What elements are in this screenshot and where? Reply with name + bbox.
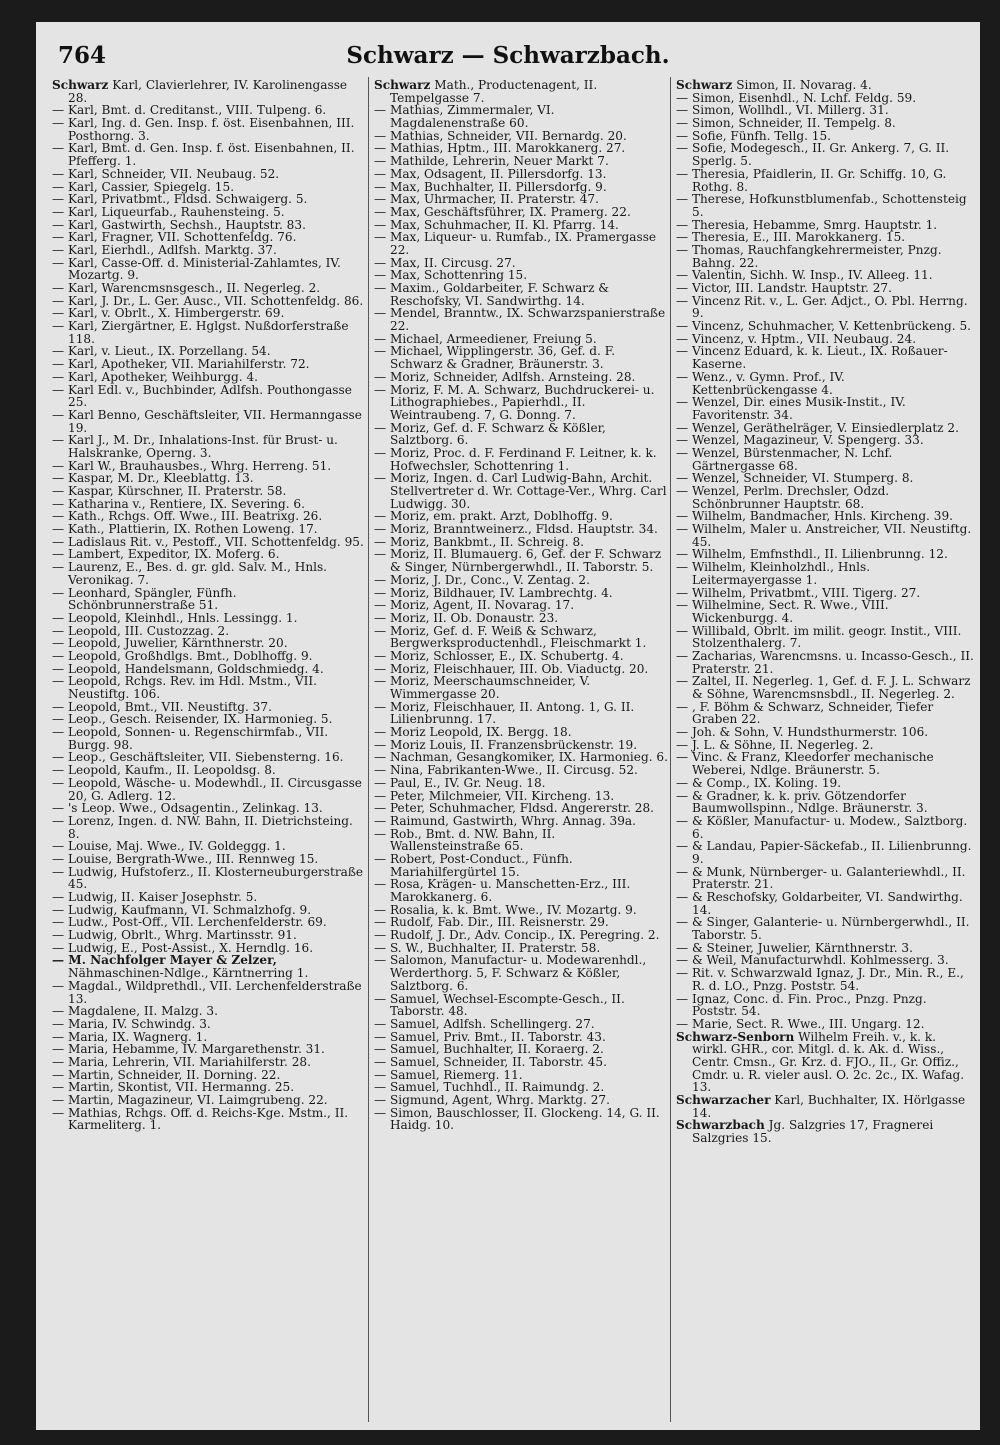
directory-entry	[374, 878, 668, 903]
entry-text: — & Landau, Papier-Säckefab., II. Lilienbrunng. 9.	[676, 839, 972, 866]
entry-text: — & Comp., IX. Koling. 19.	[676, 775, 842, 790]
entry-text: — Karl, Ing. d. Gen. Insp. f. öst. Eisenbahnen, III. Posthorng. 3.	[52, 116, 355, 143]
directory-entry	[374, 231, 668, 256]
entry-text: Nähmaschinen-Ndlge., Kärntnerring 1.	[68, 966, 309, 981]
entry-text: — Martin, Schneider, II. Dorning. 22.	[52, 1067, 281, 1082]
entry-surname: Schwarz	[52, 79, 109, 92]
entry-text: — Leonhard, Spängler, Fünfh. Schönbrunnerstraße 51.	[52, 585, 237, 613]
entry-surname: Schwarz	[374, 79, 431, 92]
entry-text: — , F. Böhm & Schwarz, Schneider, Tiefer Graben 22.	[676, 699, 934, 727]
entry-text: — Nachman, Gesangkomiker, IX. Harmonieg. 6.	[374, 750, 668, 765]
entry-text: — Vincenz, v. Hptm., VII. Neubaug. 24.	[676, 331, 917, 346]
entry-text: — Leopold, Rchgs. Rev. im Hdl. Mstm., VII. Neustiftg. 106.	[52, 674, 317, 701]
entry-text: — Moriz, em. prakt. Arzt, Doblhoffg. 9.	[374, 509, 613, 524]
directory-entry	[676, 168, 974, 193]
entry-text: — Sofie, Fünfh. Tellg. 15.	[676, 128, 832, 143]
entry-text: — Zaltel, II. Negerleg. 1, Gef. d. F. J. L. Schwarz & Söhne, Warencmsnsbdl., II. Negerleg. 2.	[676, 674, 971, 701]
entry-text: — Karl, Liqueurfab., Rauhensteing. 5.	[52, 204, 285, 219]
entry-text: — Leopold, Großhdlgs. Bmt., Doblhoffg. 9.	[52, 648, 313, 663]
directory-entry	[374, 345, 668, 370]
entry-text: — Martin, Skontist, VII. Hermanng. 25.	[52, 1080, 295, 1095]
entry-text: — Vincenz Rit. v., L. Ger. Adjct., O. Pbl. Herrng. 9.	[676, 293, 968, 321]
entry-text: — Magdalene, II. Malzg. 3.	[52, 1004, 218, 1019]
entry-text: — Karl, Apotheker, VII. Mariahilferstr. 72.	[52, 357, 310, 372]
directory-entry	[52, 434, 366, 459]
entry-text: — Karl, J. Dr., L. Ger. Ausc., VII. Schottenfeldg. 86.	[52, 293, 364, 308]
entry-text: — Maxim., Goldarbeiter, F. Schwarz & Reschofsky, VI. Sandwirthg. 14.	[374, 281, 610, 308]
entry-text: — Wenzel, Bürstenmacher, N. Lchf. Gärtnergasse 68.	[676, 445, 893, 473]
entry-text: — Samuel, Adlfsh. Schellingerg. 27.	[374, 1016, 595, 1031]
entry-text: — Moriz, Schlosser, E., IX. Schubertg. 4.	[374, 648, 624, 663]
entry-text: — Victor, III. Landstr. Hauptstr. 27.	[676, 281, 892, 295]
entry-text: — Karl, Bmt. d. Creditanst., VIII. Tulpeng. 6.	[52, 103, 327, 118]
entry-text: — Marie, Sect. R. Wwe., III. Ungarg. 12.	[676, 1016, 925, 1031]
directory-entry	[676, 295, 974, 320]
directory-entry	[676, 193, 974, 218]
entry-text: — Moriz Louis, II. Franzensbrückenstr. 19.	[374, 737, 638, 752]
entry-text: — Wilhelm, Kleinholzhdl., Hnls. Leitermayergasse 1.	[676, 560, 871, 587]
entry-text: — Kath., Plattierin, IX. Rothen Loweng. 17.	[52, 522, 318, 537]
entry-text: — Karl, Ziergärtner, E. Hglgst. Nußdorferstraße 118.	[52, 319, 349, 346]
directory-entry	[52, 866, 366, 891]
directory-entry	[676, 815, 974, 840]
entry-text: — Moriz, II. Ob. Donaustr. 23.	[374, 610, 559, 625]
page-number: 764	[58, 42, 107, 69]
entry-text: — Wilhelm, Maler u. Anstreicher, VII. Neustiftg. 45.	[676, 522, 972, 549]
directory-entry	[52, 257, 366, 282]
directory-entry	[52, 815, 366, 840]
entry-text: — Wenzel, Magazineur, V. Spengerg. 33.	[676, 433, 924, 448]
entry-text: — Louise, Bergrath-Wwe., III. Rennweg 15.	[52, 851, 319, 866]
entry-text: — Moriz, Bankbmt., II. Schreig. 8.	[374, 534, 584, 549]
entry-text: — Willibald, Obrlt. im milit. geogr. Instit., VIII. Stolzenthalerg. 7.	[676, 623, 962, 651]
directory-column-2	[374, 79, 668, 1419]
entry-text: — Maria, Lehrerin, VII. Mariahilferstr. 28.	[52, 1054, 311, 1069]
entry-text: — Wenzel, Geräthelräger, V. Einsiedlerplatz 2.	[676, 420, 959, 435]
directory-entry	[374, 548, 668, 573]
directory-entry	[676, 993, 974, 1018]
entry-text: — Ignaz, Conc. d. Fin. Proc., Pnzg. Pnzg. Poststr. 54.	[676, 991, 927, 1019]
entry-text: — & Singer, Galanterie- u. Nürnbergerwhdl., II. Taborstr. 5.	[676, 915, 970, 943]
entry-text: — Moriz, Schneider, Adlfsh. Arnsteing. 28.	[374, 369, 636, 384]
directory-entry	[676, 916, 974, 941]
entry-text: — Max, Odsagent, II. Pillersdorfg. 13.	[374, 166, 607, 181]
entry-text: — Karl Edl. v., Buchbinder, Adlfsh. Pouthongasse 25.	[52, 382, 352, 410]
entry-text: — Wenzel, Schneider, VI. Stumperg. 8.	[676, 471, 914, 486]
entry-text: — Maria, IV. Schwindg. 3.	[52, 1016, 211, 1031]
entry-text: — Wilhelm, Privatbmt., VIII. Tigerg. 27.	[676, 585, 921, 600]
entry-text: — Katharina v., Rentiere, IX. Severing. 6.	[52, 496, 305, 511]
entry-text: — Wilhelm, Emfnsthdl., II. Lilienbrunng. 12.	[676, 547, 948, 562]
entry-text: — Moriz, F. M. A. Schwarz, Buchdruckerei- u. Lithographiebes., Papierhdl., II. Weintraubeng. 7, G. Donng. 7.	[374, 382, 655, 422]
entry-text: — Max, Schottenring 15.	[374, 268, 528, 283]
directory-entry	[676, 967, 974, 992]
entry-text: — Peter, Schuhmacher, Fldsd. Angererstr. 28.	[374, 801, 655, 816]
directory-entry	[374, 307, 668, 332]
entry-text: — Peter, Milchmeier, VII. Kircheng. 13.	[374, 788, 615, 803]
entry-text: — Moriz, Agent, II. Novarag. 17.	[374, 598, 575, 613]
entry-text: — Rosa, Krägen- u. Manschetten-Erz., III. Marokkanerg. 6.	[374, 877, 631, 904]
directory-entry	[676, 345, 974, 370]
entry-text: — Simon, Bauschlosser, II. Glockeng. 14, G. II. Haidg. 10.	[374, 1105, 660, 1133]
entry-text: — Mendel, Branntw., IX. Schwarzspanierstraße 22.	[374, 306, 666, 334]
entry-text: Math., Productenagent, II. Tempelgasse 7.	[390, 79, 598, 105]
entry-text: — Kaspar, Kürschner, II. Praterstr. 58.	[52, 484, 287, 498]
directory-entry	[676, 840, 974, 865]
directory-entry	[676, 561, 974, 586]
entry-text: — Sofie, Modegesch., II. Gr. Ankerg. 7, G. II. Sperlg. 5.	[676, 141, 950, 169]
entry-text: — Zacharias, Warencmsns. u. Incasso-Gesch., II. Praterstr. 21.	[676, 648, 974, 676]
entry-text: — Leop., Gesch. Reisender, IX. Harmonieg. 5.	[52, 712, 333, 727]
directory-entry	[676, 523, 974, 548]
directory-entry	[374, 104, 668, 129]
directory-entry	[374, 79, 668, 104]
entry-text: — & Kößler, Manufactur- u. Modew., Salztborg. 6.	[676, 813, 968, 841]
directory-entry	[676, 371, 974, 396]
directory-entry	[52, 954, 366, 979]
entry-text: — Moriz, Meerschaumschneider, V. Wimmergasse 20.	[374, 674, 591, 701]
entry-text: — Samuel, Wechsel-Escompte-Gesch., II. Taborstr. 48.	[374, 991, 625, 1019]
directory-entry	[676, 751, 974, 776]
entry-text: — Max, Schuhmacher, II. Kl. Pfarrg. 14.	[374, 217, 619, 232]
entry-surname: Schwarzbach	[676, 1118, 765, 1133]
entry-text: — Wenzel, Perlm. Drechsler, Odzd. Schönbrunner Hauptstr. 68.	[676, 484, 890, 511]
entry-text: — Karl, Cassier, Spiegelg. 15.	[52, 179, 235, 194]
entry-text: — Leopold, III. Custozzag. 2.	[52, 623, 230, 638]
directory-entry	[374, 384, 668, 422]
entry-text: — Karl, v. Lieut., IX. Porzellang. 54.	[52, 344, 271, 359]
directory-entry	[676, 650, 974, 675]
entry-text: — Rit. v. Schwarzwald Ignaz, J. Dr., Min. R., E., R. d. LO., Pnzg. Poststr. 54.	[676, 966, 964, 993]
entry-text: — Kaspar, M. Dr., Kleeblattg. 13.	[52, 471, 254, 486]
directory-entry	[52, 142, 366, 167]
entry-surname: — M. Nachfolger Mayer & Zelzer,	[52, 953, 277, 968]
directory-entry	[676, 790, 974, 815]
entry-text: — Moriz, Gef. d. F. Weiß & Schwarz, Bergwerksproductenhdl., Fleischmarkt 1.	[374, 623, 647, 651]
entry-text: — Martin, Magazineur, VI. Laimgrubeng. 22.	[52, 1093, 328, 1107]
entry-text: — Mathias, Schneider, VII. Bernardg. 20.	[374, 128, 627, 143]
entry-surname: Schwarzacher	[676, 1093, 771, 1107]
directory-entry	[52, 79, 366, 104]
directory-entry	[676, 866, 974, 891]
entry-text: — Ludw., Post-Off., VII. Lerchenfelderstr. 69.	[52, 915, 327, 930]
directory-entry	[676, 625, 974, 650]
directory-column-1	[52, 79, 366, 1419]
directory-entry	[374, 828, 668, 853]
entry-text: — & Munk, Nürnberger- u. Galanteriewhdl., II. Praterstr. 21.	[676, 864, 966, 892]
directory-entry	[676, 142, 974, 167]
entry-text: — Rob., Bmt. d. NW. Bahn, II. Wallensteinstraße 65.	[374, 826, 556, 854]
entry-text: — Leopold, Kaufm., II. Leopoldsg. 8.	[52, 763, 276, 778]
entry-text: — Karl, Casse-Off. d. Ministerial-Zahlamtes, IV. Mozartg. 9.	[52, 255, 341, 283]
entry-text: — Karl W., Brauhausbes., Whrg. Herreng. 51.	[52, 458, 332, 473]
entry-text: — & Reschofsky, Goldarbeiter, VI. Sandwirthg. 14.	[676, 890, 963, 917]
entry-text: — Karl, Apotheker, Weihburgg. 4.	[52, 369, 258, 384]
entry-text: — Max, II. Circusg. 27.	[374, 255, 516, 270]
entry-text: — Moriz, Proc. d. F. Ferdinand F. Leitner, k. k. Hofwechsler, Schottenring 1.	[374, 445, 657, 473]
entry-text: — Michael, Wipplingerstr. 36, Gef. d. F. Schwarz & Gradner, Bräunerstr. 3.	[374, 344, 616, 372]
entry-text: — Wilhelm, Bandmacher, Hnls. Kircheng. 39.	[676, 509, 953, 524]
entry-text: — Max, Buchhalter, II. Pillersdorfg. 9.	[374, 179, 607, 194]
directory-entry	[52, 675, 366, 700]
entry-text: — Paul, E., IV. Gr. Neug. 18.	[374, 775, 546, 790]
directory-column-3	[676, 79, 974, 1419]
directory-entry	[52, 587, 366, 612]
entry-text: — Leopold, Wäsche- u. Modewhdl., II. Circusgasse 20, G. Adlerg. 12.	[52, 775, 362, 803]
entry-text: — Ladislaus Rit. v., Pestoff., VII. Schottenfeldg. 95.	[52, 534, 364, 549]
entry-text: — Simon, Eisenhdl., N. Lchf. Feldg. 59.	[676, 90, 917, 105]
entry-text: — Karl, Gastwirth, Sechsh., Hauptstr. 83.	[52, 217, 306, 232]
directory-entry	[374, 954, 668, 992]
entry-text: — Mathias, Hptm., III. Marokkanerg. 27.	[374, 141, 626, 156]
entry-text: — Theresia, Hebamme, Smrg. Hauptstr. 1.	[676, 217, 938, 232]
directory-entry	[676, 1119, 974, 1144]
directory-entry	[374, 1107, 668, 1132]
entry-text: — Valentin, Sichh. W. Insp., IV. Alleeg. 11.	[676, 268, 933, 283]
directory-entry	[676, 1094, 974, 1119]
entry-text: — Karl, Privatbmt., Fldsd. Schwaigerg. 5.	[52, 192, 308, 207]
entry-text: — Sigmund, Agent, Whrg. Marktg. 27.	[374, 1093, 610, 1107]
directory-entry	[52, 1107, 366, 1132]
entry-text: — Ludwig, Kaufmann, VI. Schmalzhofg. 9.	[52, 902, 312, 917]
directory-entry	[676, 599, 974, 624]
entry-text: — Samuel, Priv. Bmt., II. Taborstr. 43.	[374, 1029, 606, 1044]
entry-text: — Leopold, Bmt., VII. Neustiftg. 37.	[52, 699, 272, 714]
directory-entry	[676, 447, 974, 472]
entry-text: — Wenzel, Dir. eines Musik-Instit., IV. Favoritenstr. 34.	[676, 395, 906, 422]
entry-text: — S. W., Buchhalter, II. Praterstr. 58.	[374, 940, 601, 955]
entry-text: — Thomas, Rauchfangkehrermeister, Pnzg. Bahng. 22.	[676, 242, 942, 270]
entry-text: — Leop., Geschäftsleiter, VII. Siebensterng. 16.	[52, 750, 344, 765]
running-title: Schwarz — Schwarzbach.	[346, 42, 670, 69]
directory-entry	[374, 472, 668, 510]
directory-entry	[374, 675, 668, 700]
directory-entry	[676, 396, 974, 421]
entry-text: — Moriz, J. Dr., Conc., V. Zentag. 2.	[374, 572, 590, 587]
entry-text: — Rudolf, Fab. Dir., III. Reisnerstr. 29.	[374, 915, 609, 930]
directory-entry	[52, 777, 366, 802]
entry-text: — Leopold, Handelsmann, Goldschmiedg. 4.	[52, 661, 324, 676]
directory-entry	[374, 282, 668, 307]
entry-text: — Wenz., v. Gymn. Prof., IV. Kettenbrückengasse 4.	[676, 369, 845, 397]
entry-text: — Leopold, Juwelier, Kärnthnerstr. 20.	[52, 636, 288, 651]
entry-text: — & Gradner, k. k. priv. Götzendorfer Baumwollspinn., Ndlge. Bräunerstr. 3.	[676, 788, 928, 816]
entry-text: Wilhelm Freih. v., k. k. wirkl. GHR., cor. Mitgl. d. k. Ak. d. Wiss., Centr. Cmsn., Gr. Krz. d. FJO., II., Gr. Offiz., Cmdr. u. R. vieler ausl. O. 2c. 2c., IX. Wafag. 13.	[692, 1029, 965, 1095]
entry-text: — Moriz, Gef. d. F. Schwarz & Kößler, Salztborg. 6.	[374, 420, 606, 448]
entry-text: — Karl, Warencmsnsgesch., II. Negerleg. 2.	[52, 281, 321, 295]
directory-entry	[374, 447, 668, 472]
entry-text: — Theresia, E., III. Marokkanerg. 15.	[676, 230, 906, 245]
entry-text: — Mathias, Rchgs. Off. d. Reichs-Kge. Mstm., II. Karmeliterg. 1.	[52, 1105, 349, 1133]
directory-entry	[52, 980, 366, 1005]
entry-text: — Ludwig, E., Post-Assist., X. Herndlg. 16.	[52, 940, 314, 955]
entry-text: — Rudolf, J. Dr., Adv. Concip., IX. Peregring. 2.	[374, 928, 660, 943]
entry-text: — Max, Liqueur- u. Rumfab., IX. Pramergasse 22.	[374, 230, 657, 257]
entry-text: — Leopold, Kleinhdl., Hnls. Lessingg. 1.	[52, 610, 298, 625]
directory-entry	[374, 993, 668, 1018]
entry-text: — Samuel, Riemerg. 11.	[374, 1067, 523, 1082]
entry-text: — & Weil, Manufacturwhdl. Kohlmesserg. 3.	[676, 953, 949, 968]
directory-entry	[52, 320, 366, 345]
entry-text: — Max, Geschäftsführer, IX. Pramerg. 22.	[374, 204, 631, 219]
entry-text: — Vincenz Eduard, k. k. Lieut., IX. Roßauer-Kaserne.	[676, 344, 948, 372]
entry-text: — Karl J., M. Dr., Inhalations-Inst. für Brust- u. Halskranke, Operng. 3.	[52, 433, 338, 460]
directory-entry	[374, 422, 668, 447]
entry-text: — Moriz, Fleischhauer, II. Antong. 1, G. II. Lilienbrunng. 17.	[374, 699, 635, 727]
entry-text: — Moriz, Fleischhauer, III. Ob. Viaductg. 20.	[374, 661, 649, 676]
entry-text: — Ludwig, Obrlt., Whrg. Martinsstr. 91.	[52, 928, 297, 943]
entry-text: — Karl Benno, Geschäftsleiter, VII. Hermanngasse 19.	[52, 407, 362, 435]
entry-surname: Schwarz	[676, 79, 733, 92]
directory-entry	[374, 625, 668, 650]
entry-text: — Moriz, Branntweinerz., Fldsd. Hauptstr. 34.	[374, 522, 658, 537]
entry-text: — Karl, Fragner, VII. Schottenfeldg. 76.	[52, 230, 297, 245]
entry-text: — Kath., Rchgs. Off. Wwe., III. Beatrixg. 26.	[52, 509, 323, 524]
entry-text: — Vincenz, Schuhmacher, V. Kettenbrückeng. 5.	[676, 319, 972, 334]
directory-entry	[676, 1031, 974, 1094]
entry-text: — Robert, Post-Conduct., Fünfh. Mariahilfergürtel 15.	[374, 851, 573, 879]
entry-text: — Karl, v. Obrlt., X. Himbergerstr. 69.	[52, 306, 285, 321]
entry-text: — Wilhelmine, Sect. R. Wwe., VIII. Wickenburgg. 4.	[676, 598, 889, 625]
directory-entry	[52, 117, 366, 142]
entry-text: Karl, Clavierlehrer, IV. Karolinengasse 28.	[68, 79, 348, 105]
directory-entry	[374, 853, 668, 878]
column-divider	[368, 77, 369, 1422]
entry-text: — Ludwig, II. Kaiser Josephstr. 5.	[52, 890, 258, 904]
entry-text: — Rosalia, k. k. Bmt. Wwe., IV. Mozartg. 9.	[374, 902, 637, 917]
directory-entry	[52, 726, 366, 751]
entry-text: — Salomon, Manufactur- u. Modewarenhdl., Werderthorg. 5, F. Schwarz & Kößler, Salztborg. 6.	[374, 953, 647, 993]
directory-entry	[676, 244, 974, 269]
directory-entry	[374, 701, 668, 726]
entry-text: — Simon, Schneider, II. Tempelg. 8.	[676, 116, 896, 131]
entry-text: — Lorenz, Ingen. d. NW. Bahn, II. Dietrichsteing. 8.	[52, 813, 353, 841]
entry-text: — Moriz, Bildhauer, IV. Lambrechtg. 4.	[374, 585, 613, 600]
entry-text: — Vinc. & Franz, Kleedorfer mechanische Weberei, Ndlge. Bräunerstr. 5.	[676, 750, 934, 778]
directory-entry	[676, 485, 974, 510]
entry-text: — Laurenz, E., Bes. d. gr. gld. Salv. M., Hnls. Veronikag. 7.	[52, 560, 328, 587]
entry-text: — Therese, Hofkunstblumenfab., Schottensteig 5.	[676, 192, 967, 219]
entry-text: — Louise, Maj. Wwe., IV. Goldeggg. 1.	[52, 839, 286, 854]
entry-text: — Maria, Hebamme, IV. Margarethenstr. 31.	[52, 1042, 325, 1057]
directory-page	[36, 22, 980, 1430]
entry-text: Simon, II. Novarag. 4.	[732, 79, 872, 92]
entry-text: — Ludwig, Hufstoferz., II. Klosterneuburgerstraße 45.	[52, 864, 364, 892]
entry-text: — Lambert, Expeditor, IX. Moferg. 6.	[52, 547, 280, 562]
directory-entry	[676, 891, 974, 916]
entry-text: — Theresia, Pfaidlerin, II. Gr. Schiffg. 10, G. Rothg. 8.	[676, 166, 947, 194]
entry-text: — Joh. & Sohn, V. Hundsthurmerstr. 106.	[676, 725, 929, 740]
entry-text: — Karl, Eierhdl., Adlfsh. Marktg. 37.	[52, 242, 277, 257]
directory-entry	[52, 561, 366, 586]
entry-text: — Raimund, Gastwirth, Whrg. Annag. 39a.	[374, 813, 636, 828]
entry-text: — 's Leop. Wwe., Odsagentin., Zelinkag. 13.	[52, 801, 323, 816]
directory-entry	[52, 409, 366, 434]
entry-text: — Michael, Armeediener, Freiung 5.	[374, 331, 597, 346]
entry-text: — Karl, Schneider, VII. Neubaug. 52.	[52, 166, 280, 181]
entry-text: — Moriz, Ingen. d. Carl Ludwig-Bahn, Archit. Stellvertreter d. Wr. Cottage-Ver., Whrg. Carl Ludwigg. 30.	[374, 471, 667, 511]
entry-text: Karl, Buchhalter, IX. Hörlgasse 14.	[692, 1093, 966, 1120]
entry-text: — Simon, Wollhdl., VI. Millerg. 31.	[676, 103, 889, 118]
entry-text: — Samuel, Tuchhdl., II. Raimundg. 2.	[374, 1080, 605, 1095]
entry-text: — Max, Uhrmacher, II. Praterstr. 47.	[374, 192, 599, 207]
entry-text: — Nina, Fabrikanten-Wwe., II. Circusg. 52.	[374, 763, 638, 778]
directory-entry	[676, 701, 974, 726]
entry-text: Jg. Salzgries 17, Fragnerei Salzgries 15.	[692, 1118, 934, 1146]
entry-text: — Magdal., Wildprethdl., VII. Lerchenfelderstraße 13.	[52, 978, 362, 1006]
entry-text: — Mathilde, Lehrerin, Neuer Markt 7.	[374, 154, 609, 169]
entry-text: — Moriz Leopold, IX. Bergg. 18.	[374, 725, 572, 740]
entry-text: — Moriz, II. Blumauerg. 6, Gef. der F. Schwarz & Singer, Nürnbergerwhdl., II. Taborstr. 5.	[374, 547, 662, 575]
directory-entry	[52, 384, 366, 409]
entry-text: — & Steiner, Juwelier, Kärnthnerstr. 3.	[676, 940, 913, 955]
entry-text: — Karl, Bmt. d. Gen. Insp. f. öst. Eisenbahnen, II. Pfefferg. 1.	[52, 141, 355, 169]
entry-text: — Leopold, Sonnen- u. Regenschirmfab., VII. Burgg. 98.	[52, 725, 329, 752]
page-header	[36, 42, 980, 74]
entry-surname: Schwarz-Senborn	[676, 1029, 795, 1044]
entry-text: — Mathias, Zimmermaler, VI. Magdalenenstraße 60.	[374, 103, 555, 131]
entry-text: — J. L. & Söhne, II. Negerleg. 2.	[676, 737, 874, 752]
directory-entry	[676, 675, 974, 700]
entry-text: — Samuel, Schneider, II. Taborstr. 45.	[374, 1054, 607, 1069]
column-divider	[670, 77, 671, 1422]
entry-text: — Maria, IX. Wagnerg. 1.	[52, 1029, 208, 1044]
entry-text: — Samuel, Buchhalter, II. Koraerg. 2.	[374, 1042, 604, 1057]
